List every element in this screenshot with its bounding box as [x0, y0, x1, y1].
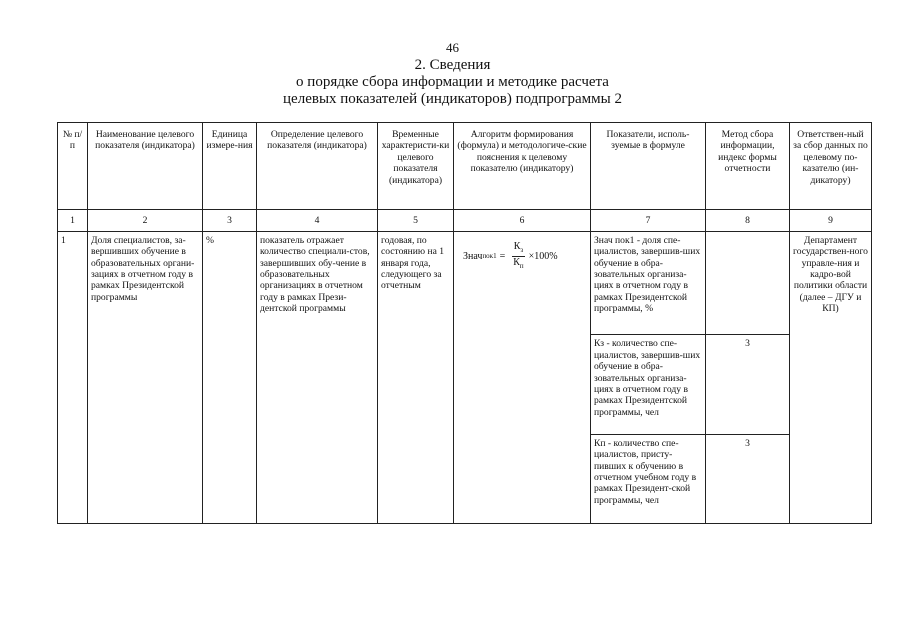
column-number: 6	[454, 210, 591, 232]
table-header-row	[58, 123, 872, 210]
column-number: 9	[790, 210, 872, 232]
column-number: 1	[58, 210, 88, 232]
numerator-sub: з	[520, 245, 524, 254]
formula-cell	[454, 231, 591, 523]
row-number: 1	[58, 231, 88, 523]
column-number: 5	[378, 210, 454, 232]
header-cell: Метод сбора информации, индекс формы отчетности	[706, 123, 790, 210]
table-row	[58, 231, 872, 335]
header-cell: Временные характеристи-ки целевого показателя (индикатора)	[378, 123, 454, 210]
column-number-row	[58, 210, 872, 232]
formula-lhs-sub: пок1	[482, 251, 497, 260]
unit-of-measure: %	[203, 231, 257, 523]
collection-method: 3	[706, 434, 790, 523]
column-number: 3	[203, 210, 257, 232]
heading-line-2: о порядке сбора информации и методике расчета	[296, 74, 609, 90]
denominator-symbol: К	[513, 257, 520, 269]
formula-equals: =	[499, 250, 506, 262]
formula-lhs: Знач	[463, 250, 483, 262]
header-cell: Определение целевого показателя (индикатора)	[257, 123, 378, 210]
responsible-party: Департамент государствен-ного управле-ния и кадро-вой политики области (далее – ДГУ и КП)	[790, 231, 872, 523]
formula-indicator: Знач пок1 - доля спе-циалистов, завершив-ших обучение в обра-зовательных организа-циях в отчетном году в рамках Президентской программы, %	[591, 231, 706, 335]
page-number: 46	[446, 40, 459, 55]
header-cell: № п/п	[58, 123, 88, 210]
formula-indicator: Кп - количество спе-циалистов, присту-пивших к обучению в отчетном учебном году в рамках Президент-ской программы, чел	[591, 434, 706, 523]
column-number: 8	[706, 210, 790, 232]
document-heading	[0, 57, 905, 108]
column-number: 4	[257, 210, 378, 232]
denominator-sub: п	[519, 262, 524, 271]
column-number: 2	[88, 210, 203, 232]
formula-numerator	[512, 241, 525, 257]
header-cell: Единица измере-ния	[203, 123, 257, 210]
time-characteristics: годовая, по состоянию на 1 января года, следующего за отчетным	[378, 231, 454, 523]
formula-multiplier: ×100%	[528, 250, 558, 262]
numerator-symbol: К	[513, 240, 521, 252]
column-number: 7	[591, 210, 706, 232]
heading-line-3: целевых показателей (индикаторов) подпрограммы 2	[283, 91, 622, 107]
formula-denominator	[511, 257, 525, 272]
header-cell: Наименование целевого показателя (индикатора)	[88, 123, 203, 210]
formula	[463, 241, 587, 273]
collection-method: 3	[706, 335, 790, 434]
indicator-definition: показатель отражает количество специали-стов, завершивших обу-чение в образовательных организациях в отчетном году в рамках Прези-дентской программы	[257, 231, 378, 523]
collection-method	[706, 231, 790, 335]
indicator-name: Доля специалистов, за-вершивших обучение в образовательных органи-зациях в отчетном году в рамках Президентской программы	[88, 231, 203, 523]
heading-line-1: 2. Сведения	[414, 57, 491, 73]
header-cell: Алгоритм формирования (формула) и методологиче-ские пояснения к целевому показателю (индикатору)	[454, 123, 591, 210]
formula-indicator: Кз - количество спе-циалистов, завершив-ших обучение в обра-зовательных организа-циях в отчетном году в рамках Президентской программы, чел	[591, 335, 706, 434]
header-cell: Показатели, исполь-зуемые в формуле	[591, 123, 706, 210]
indicators-table	[57, 122, 872, 524]
formula-fraction	[511, 241, 525, 273]
header-cell: Ответствен-ный за сбор данных по целевому по-казателю (ин-дикатору)	[790, 123, 872, 210]
